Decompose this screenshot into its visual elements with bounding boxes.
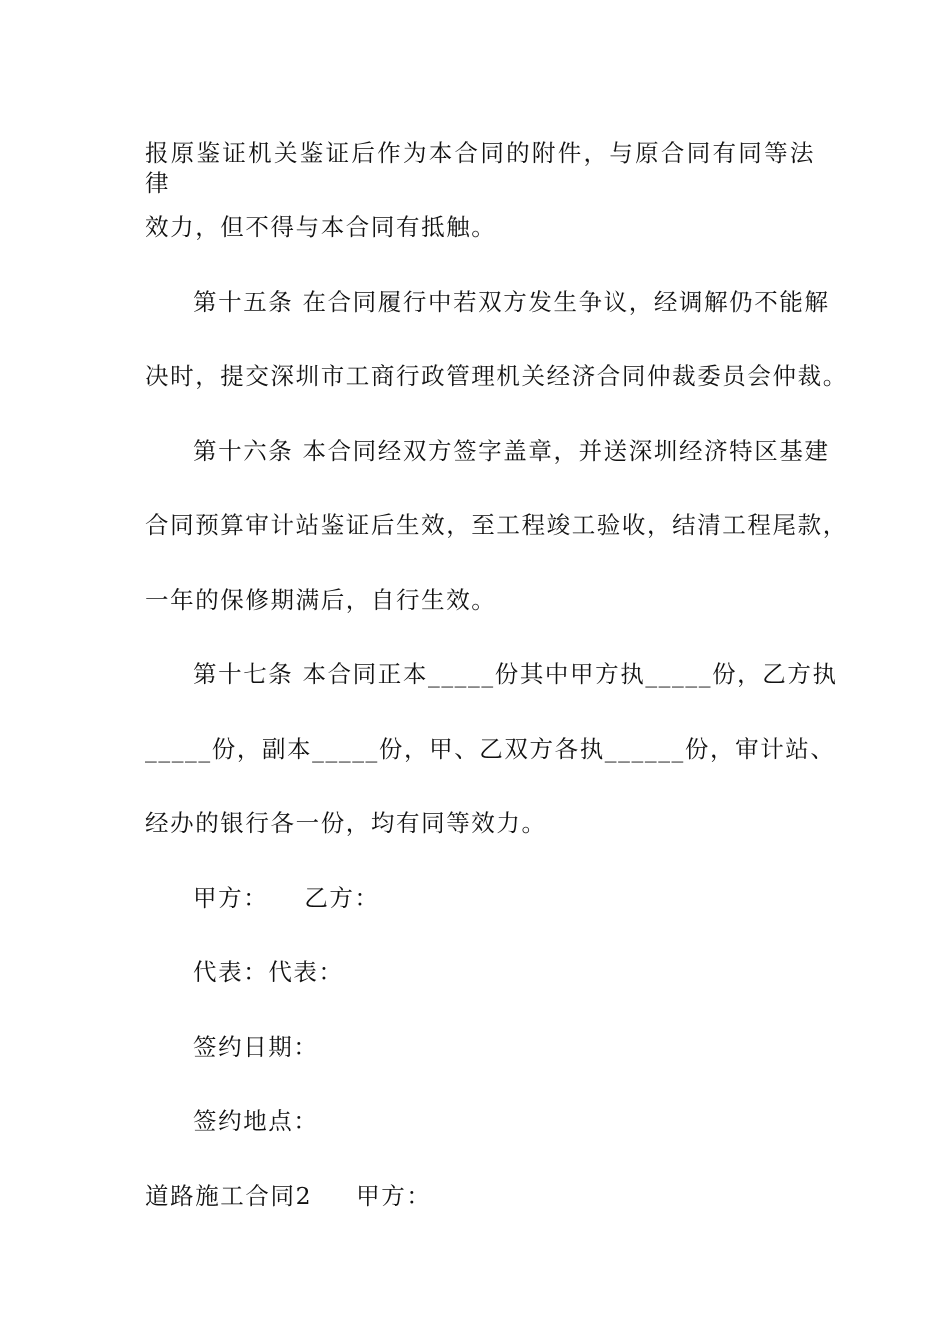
paragraph-line: 效力，但不得与本合同有抵触。	[145, 213, 497, 241]
paragraph-line: 经办的银行各一份，均有同等效力。	[145, 809, 547, 837]
paragraph-line: 决时，提交深圳市工商行政管理机关经济合同仲裁委员会仲裁。	[145, 362, 848, 390]
article-17-line: 第十七条 本合同正本_____份其中甲方执_____份，乙方执	[193, 660, 838, 688]
party-a-label: 甲方：	[193, 884, 269, 912]
rep-b-label: 代表：	[268, 958, 344, 986]
paragraph-line: _____份，副本_____份，甲、乙双方各执______份，审计站、	[145, 735, 836, 763]
paragraph-line: 报原鉴证机关鉴证后作为本合同的附件，与原合同有同等法律	[145, 139, 815, 197]
paragraph-line: 合同预算审计站鉴证后生效，至工程竣工验收，结清工程尾款，	[145, 511, 848, 539]
article-16-line: 第十六条 本合同经双方签字盖章，并送深圳经济特区基建	[193, 437, 830, 465]
party-labels	[193, 883, 863, 913]
representative-labels	[193, 957, 863, 987]
next-section-party-a-label: 甲方：	[356, 1182, 432, 1210]
rep-a-label: 代表：	[193, 958, 269, 986]
sign-date-label: 签约日期：	[193, 1033, 319, 1061]
paragraph-line: 一年的保修期满后，自行生效。	[145, 586, 497, 614]
sign-place-label: 签约地点：	[193, 1107, 319, 1135]
article-15-line: 第十五条 在合同履行中若双方发生争议，经调解仍不能解	[193, 288, 830, 316]
party-b-label: 乙方：	[304, 884, 380, 912]
next-section-heading	[145, 1181, 815, 1211]
next-section-title: 道路施工合同2	[145, 1182, 313, 1210]
